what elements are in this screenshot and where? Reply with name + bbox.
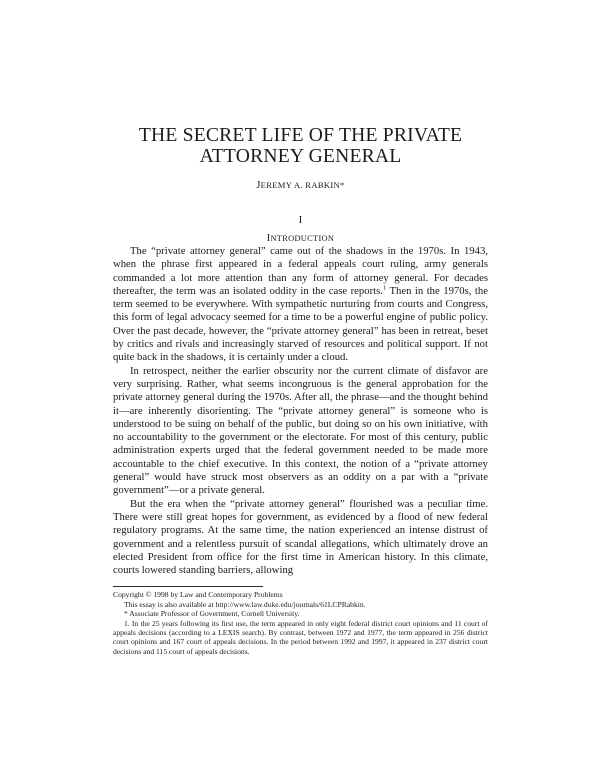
paragraph-1-text: The “private attorney general” came out of the shadows in the 1970s. In 1943, when the phrase first appeared in a federal appeals court ruling, army generals commanded a lot more attention than any form of attorney general. For decades thereafter, the term was an isolated oddity in the case reports. [113, 245, 488, 297]
footnote-ref-1[interactable]: 1 [382, 284, 387, 292]
title-line-2: ATTORNEY GENERAL [199, 146, 402, 167]
copyright-line: Copyright © 1998 by Law and Contemporary Problems [113, 590, 283, 600]
paragraph-1-continuation: Then in the 1970s, the term seemed to be everywhere. With sympathetic nurturing from courts and Congress, this form of legal advocacy seemed for a time to be a powerful engine of public policy. Over the past decade, however, the “private attorney general” has been in retreat, beset by critics and rivals and increasingly starved of resources and political support. If not quite back in the shadows, it is certainly under a cloud. [113, 284, 488, 364]
availability-note: This essay is also available at http://www.law.duke.edu/journals/61LCPRabkin. [124, 599, 366, 609]
footnote-1: 1. In the 25 years following its first use, the term appeared in only eight federal district court opinions and 11 court of appeals decisions (according to a LEXIS search). By contrast, between 1972 and 1977, the term appeared in 256 district court opinions and 167 court of appeals decisions. In the period between 1992 and 1997, it appeared in 237 district court decisions and 115 court of appeals decisions. [113, 618, 488, 656]
section-heading [113, 233, 488, 244]
author-name-rest: EREMY A. RABKIN* [260, 180, 345, 190]
footnote-divider [113, 586, 263, 587]
section-heading-initial: I [266, 233, 271, 244]
section-heading-rest: NTRODUCTION [270, 234, 335, 243]
author-byline [113, 180, 488, 191]
paragraph-3: But the era when the “private attorney general” flourished was a peculiar time. There were still great hopes for government, as evidenced by a flood of new federal regulatory programs. At the same time, the nation experienced an intense distrust of government and a relentless pursuit of scandal allegations, which ultimately drove an elected President from office for the first time in American history. In this climate, courts lowered standing barriers, allowing [113, 497, 488, 577]
paragraph-1 [113, 245, 488, 365]
body-text [113, 245, 488, 577]
author-footnote: * Associate Professor of Government, Cornell University. [124, 609, 300, 619]
footnotes [113, 590, 488, 656]
paragraph-2: In retrospect, neither the earlier obscurity nor the current climate of disfavor are very surprising. Rather, what seems incongruous is the general approbation for the private attorney general during the 1970s. After all, the phrase—and the thought behind it—are inherently disorienting. The “private attorney general” is someone who is understood to be suing on behalf of the public, but doing so on his own initiative, with no accountability to the government or the electorate. For most of this century, public administration experts urged that the federal government needed to be made more accountable to the chief executive. In this context, the notion of a “private attorney general” would have struck most observers as an oddity on a par with a “private government”—or a private general. [113, 364, 488, 497]
part-number: I [298, 214, 303, 226]
author-initial: J [256, 180, 261, 191]
title-line-1: THE SECRET LIFE OF THE PRIVATE [138, 125, 463, 146]
article-page [113, 0, 488, 656]
article-title [113, 125, 488, 167]
